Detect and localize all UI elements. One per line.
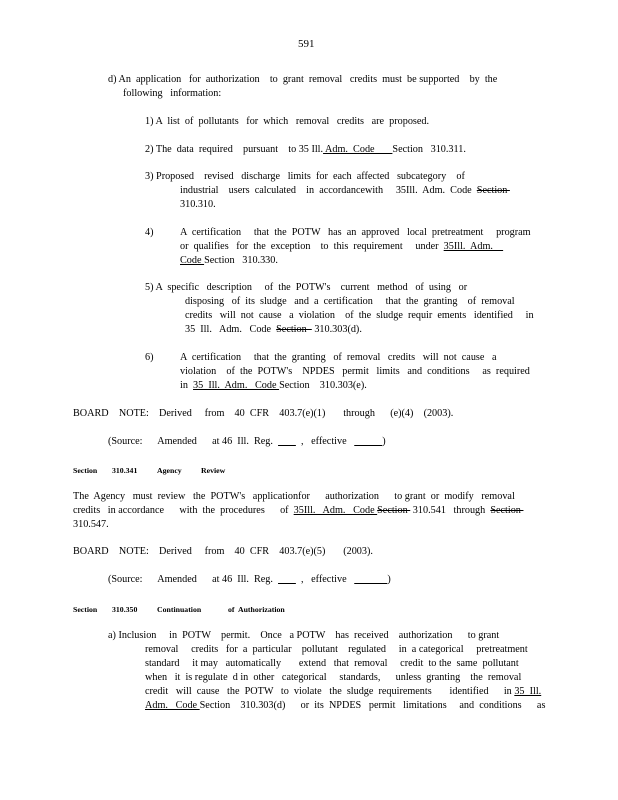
- section-341-label: Section: [73, 466, 98, 475]
- item-6-number: 6): [145, 352, 154, 363]
- item-4-line-2-text: or qualifies for the exception to this requirement under: [180, 241, 444, 252]
- section-350-number: 310.350: [112, 605, 138, 614]
- item-2-prefix: 2) The data required pursuant to 35 Ill.: [145, 144, 324, 155]
- item-4-line-2: [180, 241, 503, 253]
- item-5-line-2: disposing of its sludge and a certification that the granting of removal: [185, 296, 515, 307]
- section-341-number: 310.341: [112, 466, 138, 475]
- item-5-line-4-text: 35 Ill. Adm. Code: [185, 324, 277, 335]
- item-6-line-1: A certification that the granting of removal credits will not cause a: [180, 352, 497, 363]
- item-2-suffix: Section 310.311.: [392, 144, 466, 155]
- section-350-title-a: Continuation: [157, 605, 202, 614]
- source-2-end: ): [387, 574, 391, 585]
- page-number: 591: [298, 38, 315, 50]
- source-note-2: [108, 574, 391, 586]
- board-note-2: BOARD NOTE: Derived from 40 CFR 403.7(e)(5) (2003).: [73, 546, 373, 557]
- source-note-1: [108, 436, 386, 448]
- source-1-end: ): [382, 436, 386, 447]
- item-1: 1) A list of pollutants for which removal credits are proposed.: [145, 116, 430, 127]
- source-1-blank-2: [354, 436, 382, 447]
- item-6-line-3: [180, 380, 367, 392]
- item-a-line-6-underlined: Adm. Code: [145, 700, 200, 711]
- para-341-line-2-text: credits in accordance with the procedures of: [73, 505, 294, 516]
- source-1-text: (Source: Amended at 46 Ill. Reg.: [108, 436, 279, 447]
- item-d-line-1: d) An application for authorization to grant removal credits must be supported by the: [108, 74, 498, 85]
- item-4-line-2-underlined: 35Ill. Adm.: [443, 241, 504, 252]
- para-341-line-2-underlined: 35Ill. Adm. Code: [293, 505, 378, 516]
- item-2-underlined: Adm. Code: [323, 144, 393, 155]
- para-341-line-2-mid: 310.541 through: [410, 505, 491, 516]
- item-3-line-3: 310.310.: [180, 199, 216, 210]
- item-4-line-3: [180, 255, 278, 267]
- item-3-line-2-text: industrial users calculated in accordancewith 35Ill. Adm. Code: [180, 185, 477, 196]
- para-341-line-2-strike: Section: [377, 505, 411, 516]
- source-1-mid: , effective: [295, 436, 355, 447]
- para-341-line-1: The Agency must review the POTW's applicationfor authorization to grant or modify removal: [73, 491, 515, 502]
- item-6-line-3-suffix: Section 310.303(e).: [279, 380, 367, 391]
- item-a-line-5-underlined: 35 Ill.: [514, 686, 542, 697]
- source-2-blank-1: [278, 574, 296, 585]
- item-6-line-3-underlined: 35 Ill. Adm. Code: [193, 380, 280, 391]
- item-a-line-2: removal credits for a particular pollutant regulated in a categorical pretreatment: [145, 644, 528, 655]
- item-a-line-3: standard it may automatically extend that removal credit to the same pollutant: [145, 658, 519, 669]
- item-4-line-3-underlined: Code: [180, 255, 205, 266]
- section-350-label: Section: [73, 605, 98, 614]
- item-4-number: 4): [145, 227, 154, 238]
- source-2-blank-2: [354, 574, 387, 585]
- source-2-mid: , effective: [295, 574, 355, 585]
- item-3-line-1: 3) Proposed revised discharge limits for each affected subcategory of: [145, 171, 465, 182]
- item-3-line-2: [180, 185, 510, 197]
- item-5-line-4-suffix: 310.303(d).: [311, 324, 362, 335]
- source-2-text: (Source: Amended at 46 Ill. Reg.: [108, 574, 279, 585]
- section-341-title-a: Agency: [157, 466, 182, 475]
- item-5-line-4: [185, 324, 362, 336]
- item-4-line-1: A certification that the POTW has an approved local pretreatment program: [180, 227, 531, 238]
- item-a-line-5-text: credit will cause the POTW to violate the sludge requirements identified in: [145, 686, 515, 697]
- para-341-line-2: [73, 505, 523, 517]
- item-a-line-4: when it is regulate d in other categorical standards, unless granting the removal: [145, 672, 522, 683]
- item-a-line-5: [145, 686, 541, 698]
- item-5-line-3: credits will not cause a violation of the sludge requir ements identified in: [185, 310, 534, 321]
- board-note-1: BOARD NOTE: Derived from 40 CFR 403.7(e)(1) through (e)(4) (2003).: [73, 408, 454, 419]
- item-a-line-6-text: Section 310.303(d) or its NPDES permit limitations and conditions as: [199, 700, 546, 711]
- section-350-title-b: of Authorization: [228, 605, 285, 614]
- item-2: [145, 144, 466, 156]
- item-a-line-6: [145, 700, 545, 712]
- item-6-line-2: violation of the POTW's NPDES permit limits and conditions as required: [180, 366, 530, 377]
- para-341-line-2-strike-2: Section: [490, 505, 524, 516]
- item-5-line-1: 5) A specific description of the POTW's current method of using or: [145, 282, 468, 293]
- item-6-line-3-text: in: [180, 380, 194, 391]
- item-5-line-4-strike: Section: [276, 324, 312, 335]
- item-a-line-1: a) Inclusion in POTW permit. Once a POTW has received authorization to grant: [108, 630, 500, 641]
- item-3-line-2-strike: Section: [476, 185, 510, 196]
- para-341-line-3: 310.547.: [73, 519, 109, 530]
- item-d-line-2: following information:: [123, 88, 222, 99]
- section-341-title-b: Review: [201, 466, 226, 475]
- item-4-line-3-text: Section 310.330.: [204, 255, 278, 266]
- source-1-blank-1: [278, 436, 296, 447]
